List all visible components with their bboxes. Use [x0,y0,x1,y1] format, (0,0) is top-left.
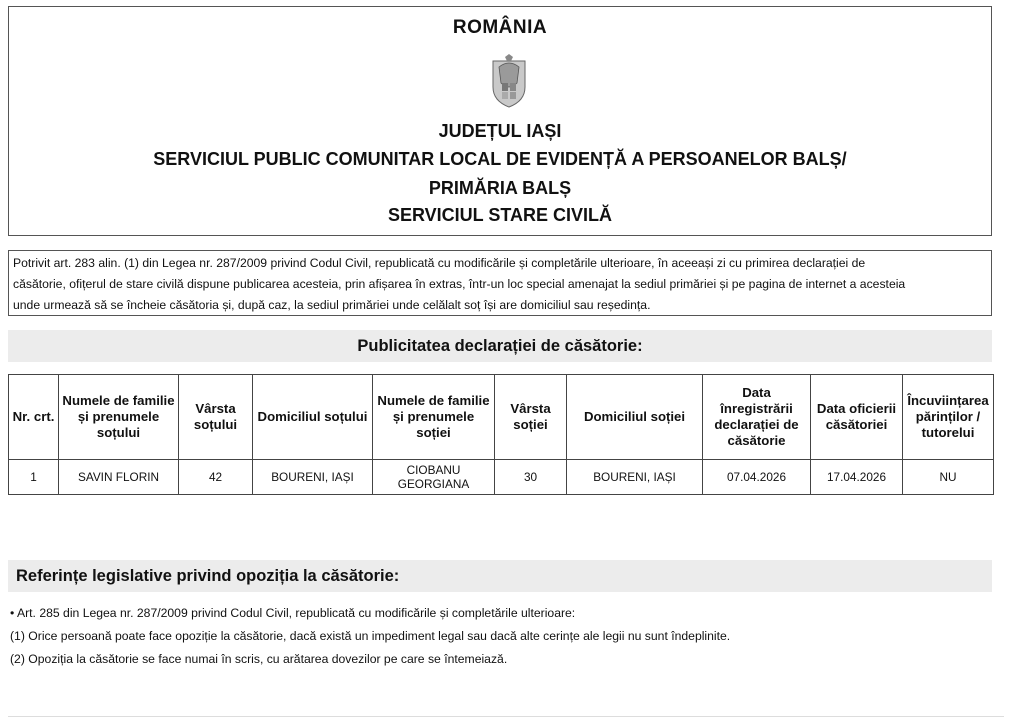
table-cell: 42 [179,460,253,495]
table-cell: NU [903,460,994,495]
column-header: Numele de familie și prenumele soțului [59,375,179,460]
column-header: Domiciliul soției [567,375,703,460]
table-cell: 30 [495,460,567,495]
references-list [10,602,990,671]
column-header: Vârsta soției [495,375,567,460]
service-title-line1: SERVICIUL PUBLIC COMUNITAR LOCAL DE EVIDENȚĂ A PERSOANELOR BALȘ/ [153,149,847,169]
intro-line: căsătorie, ofițerul de stare civilă dispune publicarea acesteia, prin afișarea în extras, într-un loc special amenajat la sediul primăriei și pe pagina de internet a acesteia [13,277,906,291]
reference-line: (1) Orice persoană poate face opoziție la căsătorie, dacă există un impediment legal sau dacă alte cerințe ale legii nu sunt îndeplinite. [10,629,731,643]
service-title-line2: PRIMĂRIA BALȘ [428,178,572,198]
table-row [9,460,994,495]
table-cell: SAVIN FLORIN [59,460,179,495]
column-header: Data înregistrării declarației de căsătorie [703,375,811,460]
header-box [8,6,992,236]
publication-section-title: Publicitatea declarației de căsătorie: [8,330,992,362]
romanian-coat-of-arms-icon [487,53,531,109]
intro-line: unde urmează să se încheie căsătoria și, după caz, la sediul primăriei unde celălalt soț își are domiciliul sau reședința. [13,298,651,312]
references-section-title: Referințe legislative privind opoziția la căsătorie: [8,560,992,592]
table-cell: BOURENI, IAȘI [253,460,373,495]
intro-line: Potrivit art. 283 alin. (1) din Legea nr. 287/2009 privind Codul Civil, republicată cu modificările și completările ulterioare, în aceeași zi cu primirea declarației de [13,256,866,270]
column-header: Vârsta soțului [179,375,253,460]
reference-line: (2) Opoziția la căsătorie se face numai în scris, cu arătarea dovezilor pe care se întemeiază. [10,652,508,666]
table-cell: 1 [9,460,59,495]
county-title: JUDEȚUL IAȘI [438,121,562,141]
marriage-declaration-table [8,374,994,495]
service-title-line3: SERVICIUL STARE CIVILĂ [387,205,613,225]
table-cell: BOURENI, IAȘI [567,460,703,495]
table-cell: CIOBANU GEORGIANA [373,460,495,495]
column-header: Încuviințarea părinților / tutorelui [903,375,994,460]
column-header: Nr. crt. [9,375,59,460]
table-header-row [9,375,994,460]
table-cell: 17.04.2026 [811,460,903,495]
column-header: Data oficierii căsătoriei [811,375,903,460]
reference-line: • Art. 285 din Legea nr. 287/2009 privind Codul Civil, republicată cu modificările și completările ulterioare: [10,606,576,620]
divider [8,716,1004,717]
table-cell: 07.04.2026 [703,460,811,495]
country-title: ROMÂNIA [452,17,548,38]
intro-paragraph [8,250,992,316]
column-header: Numele de familie și prenumele soției [373,375,495,460]
column-header: Domiciliul soțului [253,375,373,460]
